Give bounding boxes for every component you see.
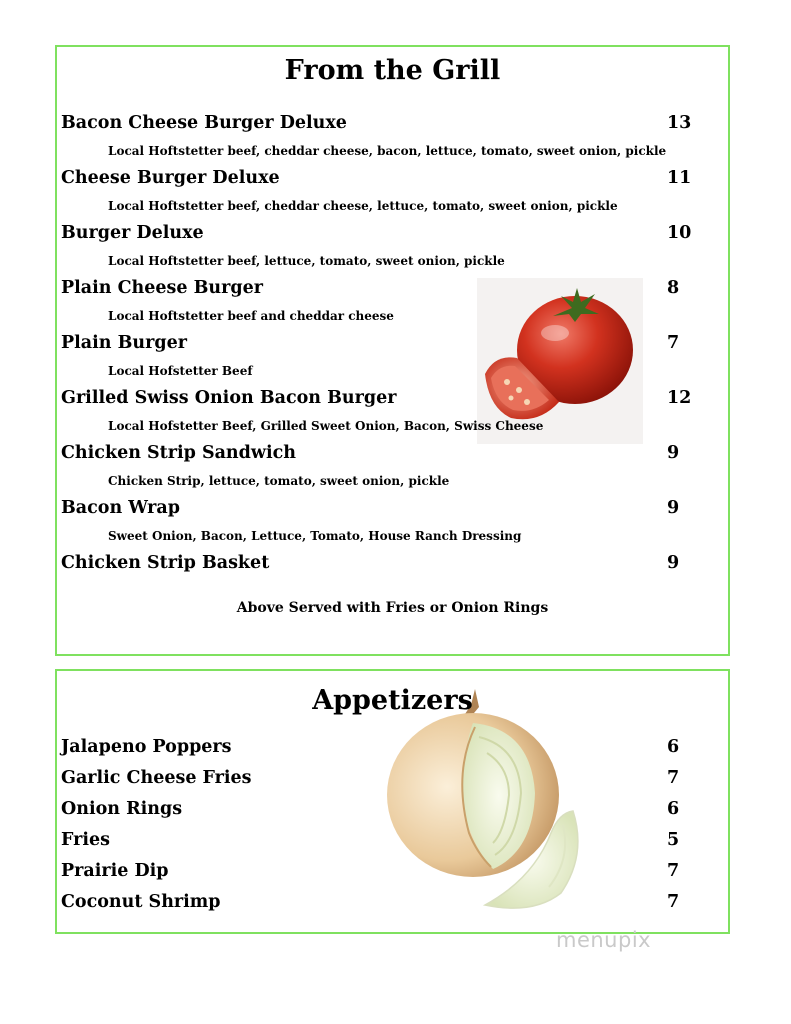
item-description: Local Hofstetter Beef bbox=[108, 364, 253, 378]
item-price: 11 bbox=[667, 168, 692, 188]
item-description: Chicken Strip, lettuce, tomato, sweet onion, pickle bbox=[108, 474, 450, 488]
served-with-note: Above Served with Fries or Onion Rings bbox=[236, 600, 549, 616]
item-price: 7 bbox=[667, 892, 680, 912]
item-name: Burger Deluxe bbox=[61, 223, 204, 243]
item-price: 6 bbox=[667, 799, 680, 819]
item-price: 7 bbox=[667, 768, 680, 788]
item-name: Chicken Strip Basket bbox=[61, 553, 270, 573]
menu-item bbox=[61, 892, 713, 918]
menu-item bbox=[61, 388, 713, 414]
item-name: Bacon Wrap bbox=[61, 498, 180, 518]
item-price: 9 bbox=[667, 498, 680, 518]
appetizers-section bbox=[55, 669, 730, 934]
item-price: 7 bbox=[667, 861, 680, 881]
item-name: Plain Burger bbox=[61, 333, 187, 353]
item-description: Local Hoftstetter beef and cheddar cheese bbox=[108, 309, 394, 323]
item-description: Local Hofstetter Beef, Grilled Sweet Onion, Bacon, Swiss Cheese bbox=[108, 419, 544, 433]
item-name: Chicken Strip Sandwich bbox=[61, 443, 296, 463]
item-price: 8 bbox=[667, 278, 680, 298]
item-name: Plain Cheese Burger bbox=[61, 278, 263, 298]
menu-item bbox=[61, 861, 713, 887]
menupix-watermark: menupix bbox=[556, 928, 652, 952]
menu-item bbox=[61, 553, 713, 579]
menu-item bbox=[61, 737, 713, 763]
menu-item bbox=[61, 799, 713, 825]
item-description: Local Hoftstetter beef, cheddar cheese, bacon, lettuce, tomato, sweet onion, pickle bbox=[108, 144, 667, 158]
menu-item bbox=[61, 768, 713, 794]
item-name: Garlic Cheese Fries bbox=[61, 768, 252, 788]
item-price: 13 bbox=[667, 113, 692, 133]
grill-section bbox=[55, 45, 730, 656]
menu-item bbox=[61, 498, 713, 524]
item-description: Sweet Onion, Bacon, Lettuce, Tomato, House Ranch Dressing bbox=[108, 529, 522, 543]
item-price: 7 bbox=[667, 333, 680, 353]
item-price: 5 bbox=[667, 830, 680, 850]
item-name: Jalapeno Poppers bbox=[61, 737, 232, 757]
menu-item bbox=[61, 333, 713, 359]
menu-item bbox=[61, 443, 713, 469]
item-name: Cheese Burger Deluxe bbox=[61, 168, 280, 188]
item-name: Onion Rings bbox=[61, 799, 183, 819]
menu-item bbox=[61, 278, 713, 304]
item-description: Local Hoftstetter beef, lettuce, tomato, sweet onion, pickle bbox=[108, 254, 505, 268]
menu-item bbox=[61, 168, 713, 194]
menu-item bbox=[61, 113, 713, 139]
item-name: Prairie Dip bbox=[61, 861, 169, 881]
item-name: Grilled Swiss Onion Bacon Burger bbox=[61, 388, 397, 408]
item-name: Bacon Cheese Burger Deluxe bbox=[61, 113, 347, 133]
menu-item bbox=[61, 830, 713, 856]
item-name: Fries bbox=[61, 830, 110, 850]
item-price: 9 bbox=[667, 553, 680, 573]
item-name: Coconut Shrimp bbox=[61, 892, 221, 912]
item-price: 9 bbox=[667, 443, 680, 463]
item-description: Local Hoftstetter beef, cheddar cheese, lettuce, tomato, sweet onion, pickle bbox=[108, 199, 618, 213]
item-price: 10 bbox=[667, 223, 692, 243]
appetizers-title: Appetizers bbox=[312, 685, 473, 716]
menu-item bbox=[61, 223, 713, 249]
item-price: 6 bbox=[667, 737, 680, 757]
item-price: 12 bbox=[667, 388, 692, 408]
grill-title: From the Grill bbox=[284, 55, 501, 86]
